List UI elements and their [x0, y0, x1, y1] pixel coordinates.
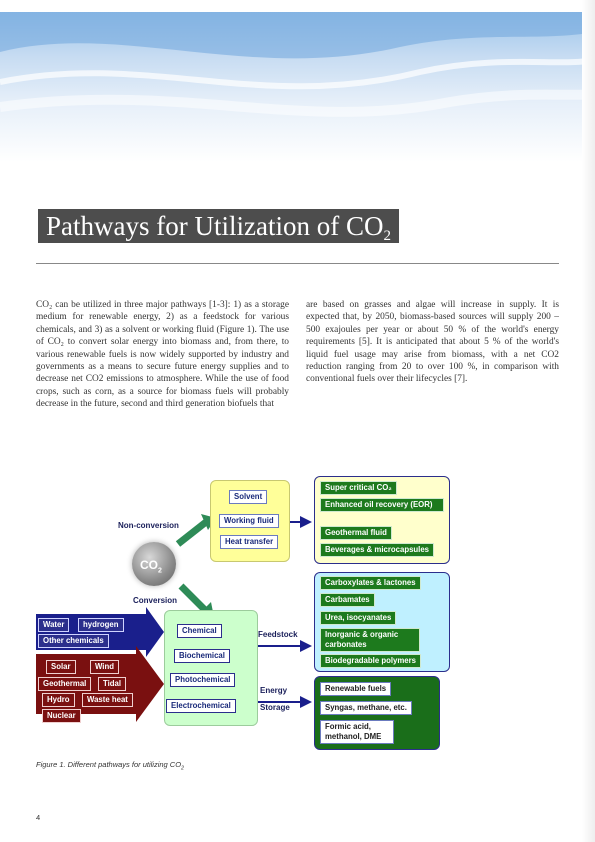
renewable-fuels-chip: Renewable fuels	[320, 682, 391, 696]
title-divider	[36, 263, 559, 264]
body-column-2: are based on grasses and algae will increase in supply. It is expected that, by 2050, biomass-based sources will supply 200 – 500 exajoules per year or about 50 % of the world's energy requirements [5]. It is anticipated that about 5 % of the world's liquid fuel usage may arise from biomass, with a net CO2 reduction ranging from 20 to over 100 %, in comparison with conventional fuels over their lifecycles [7].	[306, 300, 559, 385]
header-banner	[0, 12, 595, 162]
geothermal-chip: Geothermal	[38, 677, 91, 691]
beverages-chip: Beverages & microcapsules	[320, 543, 434, 557]
non-conversion-label: Non-conversion	[118, 521, 179, 530]
hydrogen-chip: hydrogen	[78, 618, 124, 632]
photochemical-chip: Photochemical	[170, 673, 235, 687]
supercritical-co2-chip: Super critical CO₂	[320, 481, 397, 495]
hydro-chip: Hydro	[42, 693, 75, 707]
storage-label: Storage	[260, 703, 290, 712]
body-column-1: CO₂ can be utilized in three major pathways [1-3]: 1) as a storage medium for renewable energy, 2) as a feedstock for various chemicals, and 3) as a solvent or working fluid (Figure 1). The use of CO₂ to convert solar energy into biomass and, from there, to various renewable fuels is now widely supported by industry and governments as a means to secure future energy supplies and to decrease net CO2 emissions to atmosphere. While the use of food crops, such as corn, as a source for biomass fuels will probably decrease in the future, second and third generation biofuels that	[36, 300, 289, 410]
section-title: Pathways for Utilization of $CO_2$	[46, 211, 391, 244]
wind-chip: Wind	[90, 660, 119, 674]
chemical-chip: Chemical	[177, 624, 222, 638]
nuclear-chip: Nuclear	[42, 709, 81, 723]
banner-wave-graphic	[0, 12, 595, 162]
page-edge-shadow	[582, 0, 595, 842]
syngas-chip: Syngas, methane, etc.	[320, 701, 412, 715]
figure-caption: Figure 1. Different pathways for utilizing $CO_2$	[36, 760, 184, 772]
co2-label: $CO_2$	[140, 558, 162, 575]
carboxylates-chip: Carboxylates & lactones	[320, 576, 421, 590]
solvent-chip: Solvent	[229, 490, 267, 504]
formic-acid-chip: Formic acid, methanol, DME	[320, 720, 394, 744]
biodegradable-polymers-chip: Biodegradable polymers	[320, 654, 421, 668]
waste-heat-chip: Waste heat	[82, 693, 133, 707]
eor-chip: Enhanced oil recovery (EOR)	[320, 498, 444, 512]
solar-chip: Solar	[46, 660, 76, 674]
biochemical-chip: Biochemical	[174, 649, 230, 663]
other-chemicals-chip: Other chemicals	[38, 634, 109, 648]
geothermal-fluid-chip: Geothermal fluid	[320, 526, 392, 540]
feedstock-label: Feedstock	[258, 630, 298, 639]
working-fluid-chip: Working fluid	[219, 514, 279, 528]
section-title-box	[38, 209, 399, 243]
urea-chip: Urea, isocyanates	[320, 611, 396, 625]
energy-label: Energy	[260, 686, 288, 695]
tidal-chip: Tidal	[98, 677, 126, 691]
water-chip: Water	[38, 618, 69, 632]
electrochemical-chip: Electrochemical	[166, 699, 236, 713]
carbonates-chip: Inorganic & organic carbonates	[320, 628, 420, 652]
carbamates-chip: Carbamates	[320, 593, 375, 607]
heat-transfer-chip: Heat transfer	[220, 535, 278, 549]
co2-pathways-diagram	[36, 474, 456, 741]
page-number: 4	[36, 813, 41, 822]
conversion-label: Conversion	[133, 596, 178, 605]
